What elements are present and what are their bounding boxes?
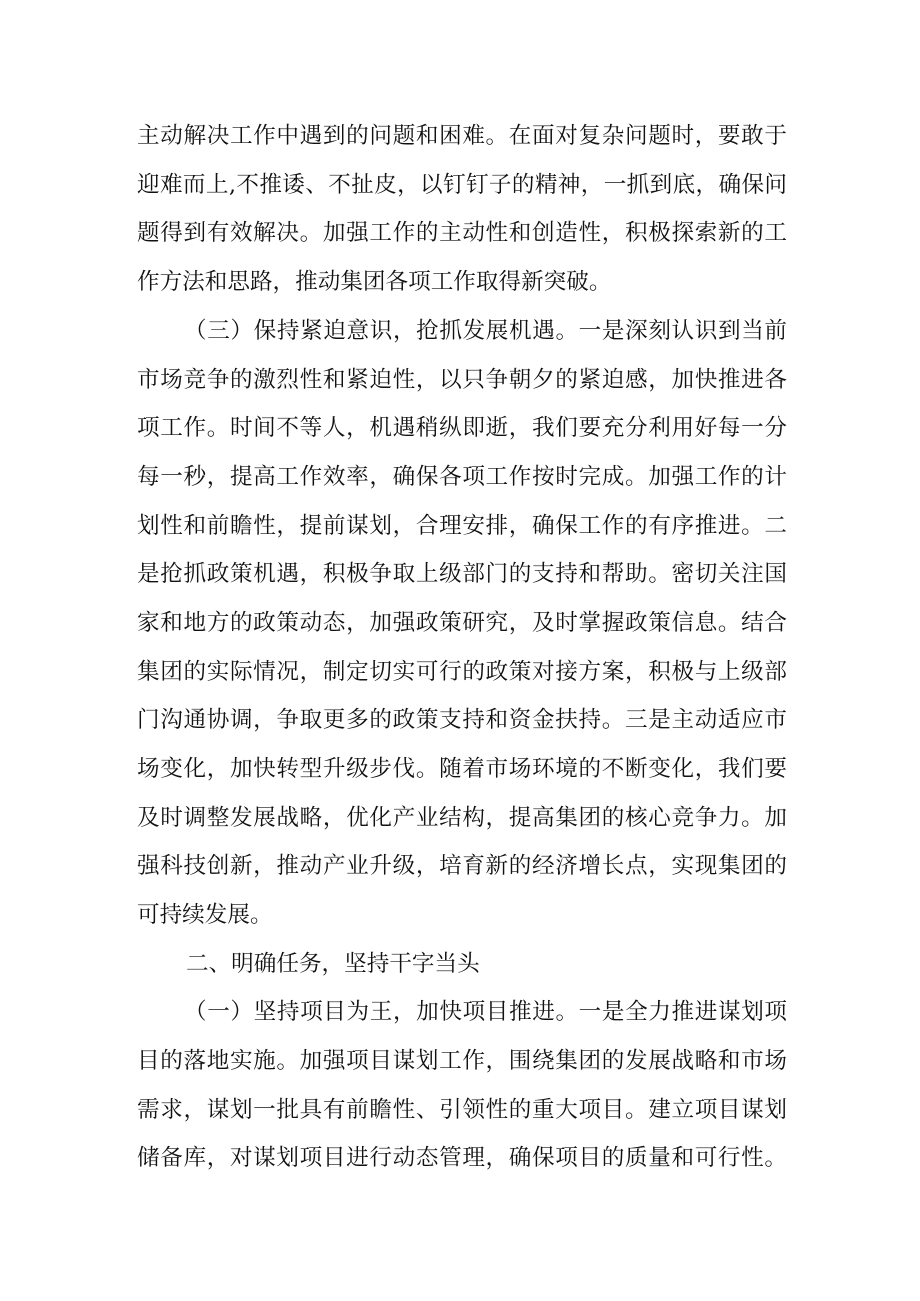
text-line: 强科技创新，推动产业升级，培育新的经济增长点，实现集团的 <box>137 853 787 879</box>
text-line: 需求，谋划一批具有前瞻性、引领性的重大项目。建立项目谋划 <box>137 1097 787 1123</box>
text-line: 可持续发展。 <box>137 902 273 928</box>
text-line: （三）保持紧迫意识，抢抓发展机遇。一是深刻认识到当前 <box>184 318 787 344</box>
text-line: 及时调整发展战略，优化产业结构，提高集团的核心竞争力。加 <box>137 805 787 831</box>
text-line: 门沟通协调，争取更多的政策支持和资金扶持。三是主动适应市 <box>137 707 787 733</box>
text-line: 作方法和思路，推动集团各项工作取得新突破。 <box>137 269 612 295</box>
text-line: 市场竞争的激烈性和紧迫性，以只争朝夕的紧迫感，加快推进各 <box>137 367 787 393</box>
text-line: （一）坚持项目为王，加快项目推进。一是全力推进谋划项 <box>184 999 787 1025</box>
text-line: 划性和前瞻性，提前谋划，合理安排，确保工作的有序推进。二 <box>137 513 787 539</box>
text-line: 迎难而上,不推诿、不扯皮，以钉钉子的精神，一抓到底，确保问 <box>137 172 787 198</box>
text-line: 主动解决工作中遇到的问题和困难。在面对复杂问题时，要敢于 <box>137 123 787 149</box>
text-line: 家和地方的政策动态，加强政策研究，及时掌握政策信息。结合 <box>137 610 787 636</box>
text-line: 每一秒，提高工作效率，确保各项工作按时完成。加强工作的计 <box>137 464 787 490</box>
text-line: 集团的实际情况，制定切实可行的政策对接方案，积极与上级部 <box>137 659 787 685</box>
text-line: 目的落地实施。加强项目谋划工作，围绕集团的发展战略和市场 <box>137 1048 787 1074</box>
text-line: 储备库，对谋划项目进行动态管理，确保项目的质量和可行性。 <box>137 1145 787 1171</box>
section-heading: 二、明确任务，坚持干字当头 <box>186 951 480 977</box>
text-line: 项工作。时间不等人，机遇稍纵即逝，我们要充分利用好每一分 <box>137 415 787 441</box>
text-line: 是抢抓政策机遇，积极争取上级部门的支持和帮助。密切关注国 <box>137 561 787 587</box>
text-line: 场变化，加快转型升级步伐。随着市场环境的不断变化，我们要 <box>137 756 787 782</box>
text-line: 题得到有效解决。加强工作的主动性和创造性，积极探索新的工 <box>137 220 787 246</box>
